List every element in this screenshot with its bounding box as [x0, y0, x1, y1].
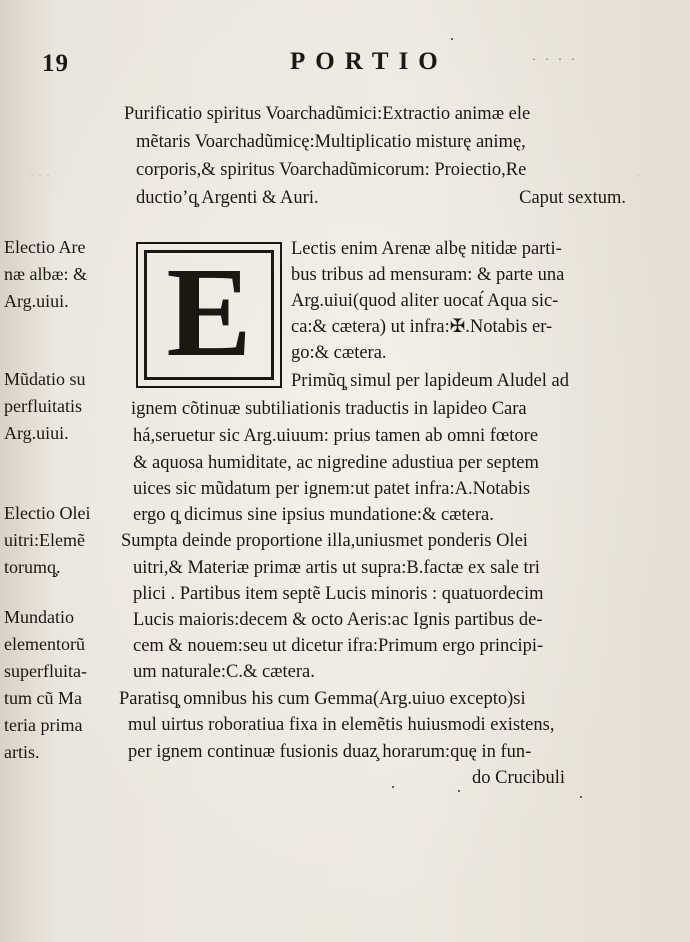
- heading-line-3: corporis,& spiritus Voarchadũmicorum: Proiectio,Re: [136, 160, 527, 180]
- margin-note-line: Arg.uiui.: [4, 291, 69, 311]
- body-line: ergo q̧ dicimus sine ipsius mundatione:& cætera.: [133, 505, 494, 525]
- print-specks: · · · ·: [532, 52, 578, 66]
- body-line: Primũq̧ simul per lapideum Aludel ad: [291, 371, 569, 391]
- margin-note-4: [4, 604, 119, 766]
- margin-note-line: teria prima: [4, 715, 83, 735]
- body-line: go:& cætera.: [291, 343, 387, 363]
- body-line: per ignem continuæ fusionis duaz̧ horarum:quę in fun-: [128, 742, 532, 762]
- heading-line-4: [124, 184, 626, 212]
- body-line: Lectis enim Arenæ albę nitidæ parti-: [291, 239, 562, 259]
- margin-note-line: artis.: [4, 742, 40, 762]
- heading-line-2: mẽtaris Voarchadũmicę:Multiplicatio misturę animę,: [136, 132, 526, 152]
- body-line: Paratisq̧ omnibus his cum Gemma(Arg.uiuo excepto)si: [119, 689, 526, 709]
- chapter-number: Caput sextum.: [519, 188, 626, 208]
- body-line: há,seruetur sic Arg.uiuum: prius tamen ab omni fœtore: [133, 426, 539, 446]
- ink-speck: [580, 796, 582, 798]
- margin-note-line: perfluitatis: [4, 396, 82, 416]
- page-number: 19: [42, 50, 69, 77]
- body-line: ignem cõtinuæ subtiliationis traductis in lapideo Cara: [131, 399, 527, 419]
- margin-note-line: uitri:Elemẽ: [4, 530, 85, 550]
- ink-speck: [451, 38, 453, 40]
- ink-speck: [392, 786, 394, 788]
- body-line: ca:& cætera) ut infra:✠.Notabis er-: [291, 317, 553, 337]
- body-line: & aquosa humiditate, ac nigredine adustiua per septem: [133, 453, 539, 473]
- body-line: Lucis maioris:decem & octo Aeris:ac Ignis partibus de-: [133, 610, 543, 630]
- ink-speck: [458, 790, 460, 792]
- body-line: um naturale:C.& cætera.: [133, 662, 315, 682]
- body-line: Sumpta deinde proportione illa,uniusmet ponderis Olei: [121, 531, 528, 551]
- margin-note-line: næ albæ: &: [4, 264, 88, 284]
- chapter-heading: [124, 100, 626, 212]
- body-line: uices sic mũdatum per ignem:ut patet infra:A.Notabis: [133, 479, 531, 499]
- body-line: mul uirtus roboratiua fixa in elemẽtis huiusmodi existens,: [128, 715, 555, 735]
- margin-note-line: torumq̧.: [4, 557, 61, 577]
- margin-note-line: superfluita-: [4, 661, 87, 681]
- margin-note-line: Electio Are: [4, 237, 86, 257]
- initial-letter: E: [166, 241, 252, 383]
- body-line: plici . Partibus item septẽ Lucis minoris : quatuordecim: [133, 584, 544, 604]
- body-line: uitri,& Materiæ primæ artis ut supra:B.factæ ex sale tri: [133, 558, 540, 578]
- margin-note-line: Arg.uiui.: [4, 423, 69, 443]
- heading-line-1: Purificatio spiritus Voarchadũmici:Extractio animæ ele: [124, 104, 531, 124]
- body-line: cem & nouem:seu ut dicetur ifra:Primum ergo principi-: [133, 636, 544, 656]
- margin-note-line: Mundatio: [4, 607, 74, 627]
- show-through-text: ·: [636, 168, 640, 185]
- heading-line-4-text: ductio’q̧ Argenti & Auri.: [136, 188, 319, 208]
- body-line: do Crucibuli: [472, 768, 566, 788]
- margin-note-3: [4, 500, 119, 581]
- body-line: bus tribus ad mensuram: & parte una: [291, 265, 565, 285]
- margin-note-1: [4, 234, 119, 315]
- decorated-initial: [136, 242, 282, 388]
- margin-note-line: elementorũ: [4, 634, 85, 654]
- margin-note-line: Electio Olei: [4, 503, 91, 523]
- running-title: PORTIO: [290, 48, 448, 75]
- margin-note-2: [4, 366, 119, 447]
- decorated-initial-frame: [144, 241, 274, 383]
- margin-note-line: tum cũ Ma: [4, 688, 82, 708]
- margin-note-line: Mũdatio su: [4, 369, 86, 389]
- show-through-text: · · ·: [30, 168, 50, 185]
- body-line: Arg.uiui(quod aliter uocat́ Aqua sic-: [291, 291, 559, 311]
